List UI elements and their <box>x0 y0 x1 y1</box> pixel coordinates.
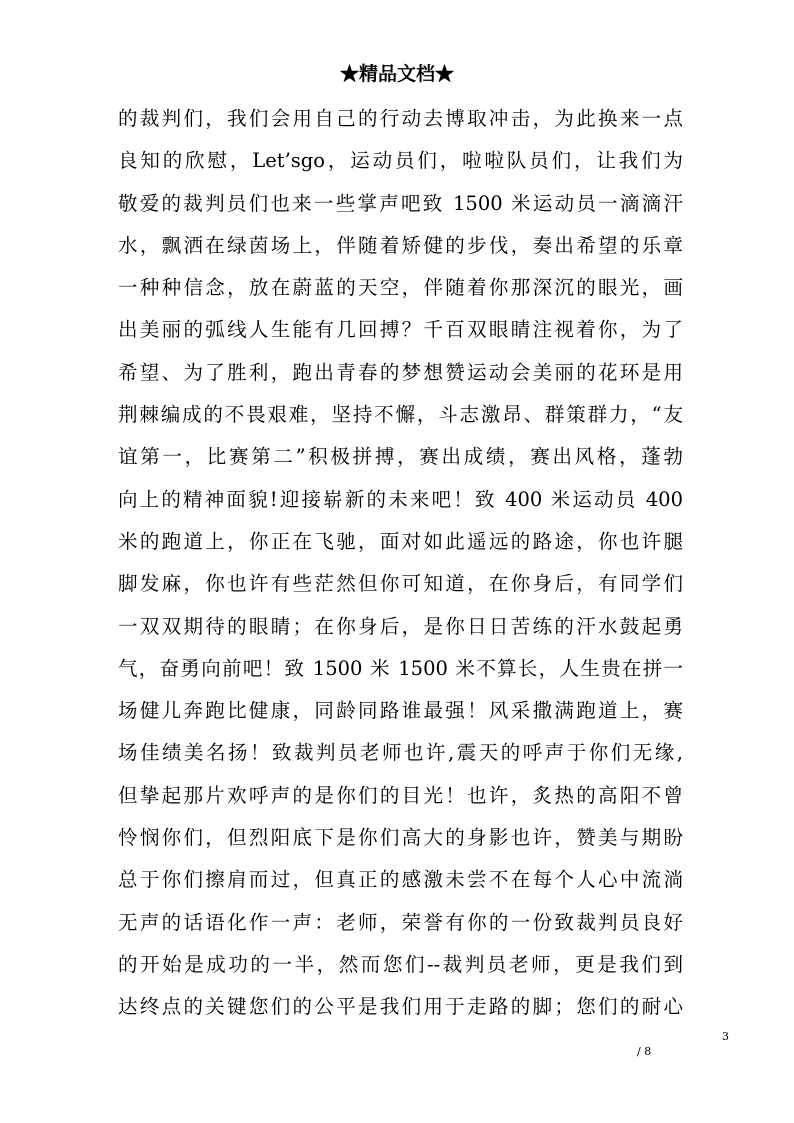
text-line: 脚发麻，你也许有些茫然但你可知道，在你身后，有同学们 <box>118 572 683 596</box>
text-line: 总于你们擦肩而过，但真正的感激未尝不在每个人心中流淌 <box>118 868 683 892</box>
text-line: 怜悯你们，但烈阳底下是你们高大的身影也许，赞美与期盼 <box>118 826 683 850</box>
text-line: 水，飘洒在绿茵场上，伴随着矫健的步伐，奏出希望的乐章 <box>118 233 683 257</box>
text-line: 气，奋勇向前吧！致 1500 米 1500 米不算长，人生贵在拼一 <box>118 656 683 680</box>
text-line: 米的跑道上，你正在飞驰，面对如此遥远的路途，你也许腿 <box>118 529 683 553</box>
text-line: 无声的话语化作一声：老师，荣誉有你的一份致裁判员良好 <box>118 910 683 934</box>
text-line: 向上的精神面貌!迎接崭新的未来吧！致 400 米运动员 400 <box>118 487 683 511</box>
text-line: 的开始是成功的一半，然而您们--裁判员老师，更是我们到 <box>118 952 683 976</box>
text-line: 一种种信念，放在蔚蓝的天空，伴随着你那深沉的眼光，画 <box>118 276 683 300</box>
text-line: 出美丽的弧线人生能有几回搏？千百双眼睛注视着你，为了 <box>118 318 683 342</box>
text-line: 希望、为了胜利，跑出青春的梦想赞运动会美丽的花环是用 <box>118 360 683 384</box>
page-total: / 8 <box>637 1045 652 1058</box>
text-line: 的裁判们，我们会用自己的行动去博取冲击，为此换来一点 <box>118 107 683 130</box>
document-body <box>118 98 683 1029</box>
text-line: 达终点的关键您们的公平是我们用于走路的脚；您们的耐心 <box>118 995 683 1019</box>
text-line: 场健儿奔跑比健康，同龄同路谁最强！风采撒满跑道上，赛 <box>118 699 683 723</box>
text-line: 一双双期待的眼睛；在你身后，是你日日苦练的汗水鼓起勇 <box>118 614 683 638</box>
text-line: 良知的欣慰，Let’sgo，运动员们，啦啦队员们，让我们为 <box>118 149 683 173</box>
text-line: 谊第一，比赛第二”积极拼搏，赛出成绩，赛出风格，蓬勃 <box>118 445 683 469</box>
text-line: 但挚起那片欢呼声的是你们的目光！也许，炙热的高阳不曾 <box>118 783 683 807</box>
text-line: 场佳绩美名扬！致裁判员老师也许,震天的呼声于你们无缘, <box>118 741 683 765</box>
text-line: 敬爱的裁判员们也来一些掌声吧致 1500 米运动员一滴滴汗 <box>118 191 683 215</box>
text-line: 荆棘编成的不畏艰难，坚持不懈，斗志激昂、群策群力，“友 <box>118 403 683 427</box>
page-number: 3 <box>722 1030 729 1043</box>
document-header: ★精品文档★ <box>339 63 454 85</box>
